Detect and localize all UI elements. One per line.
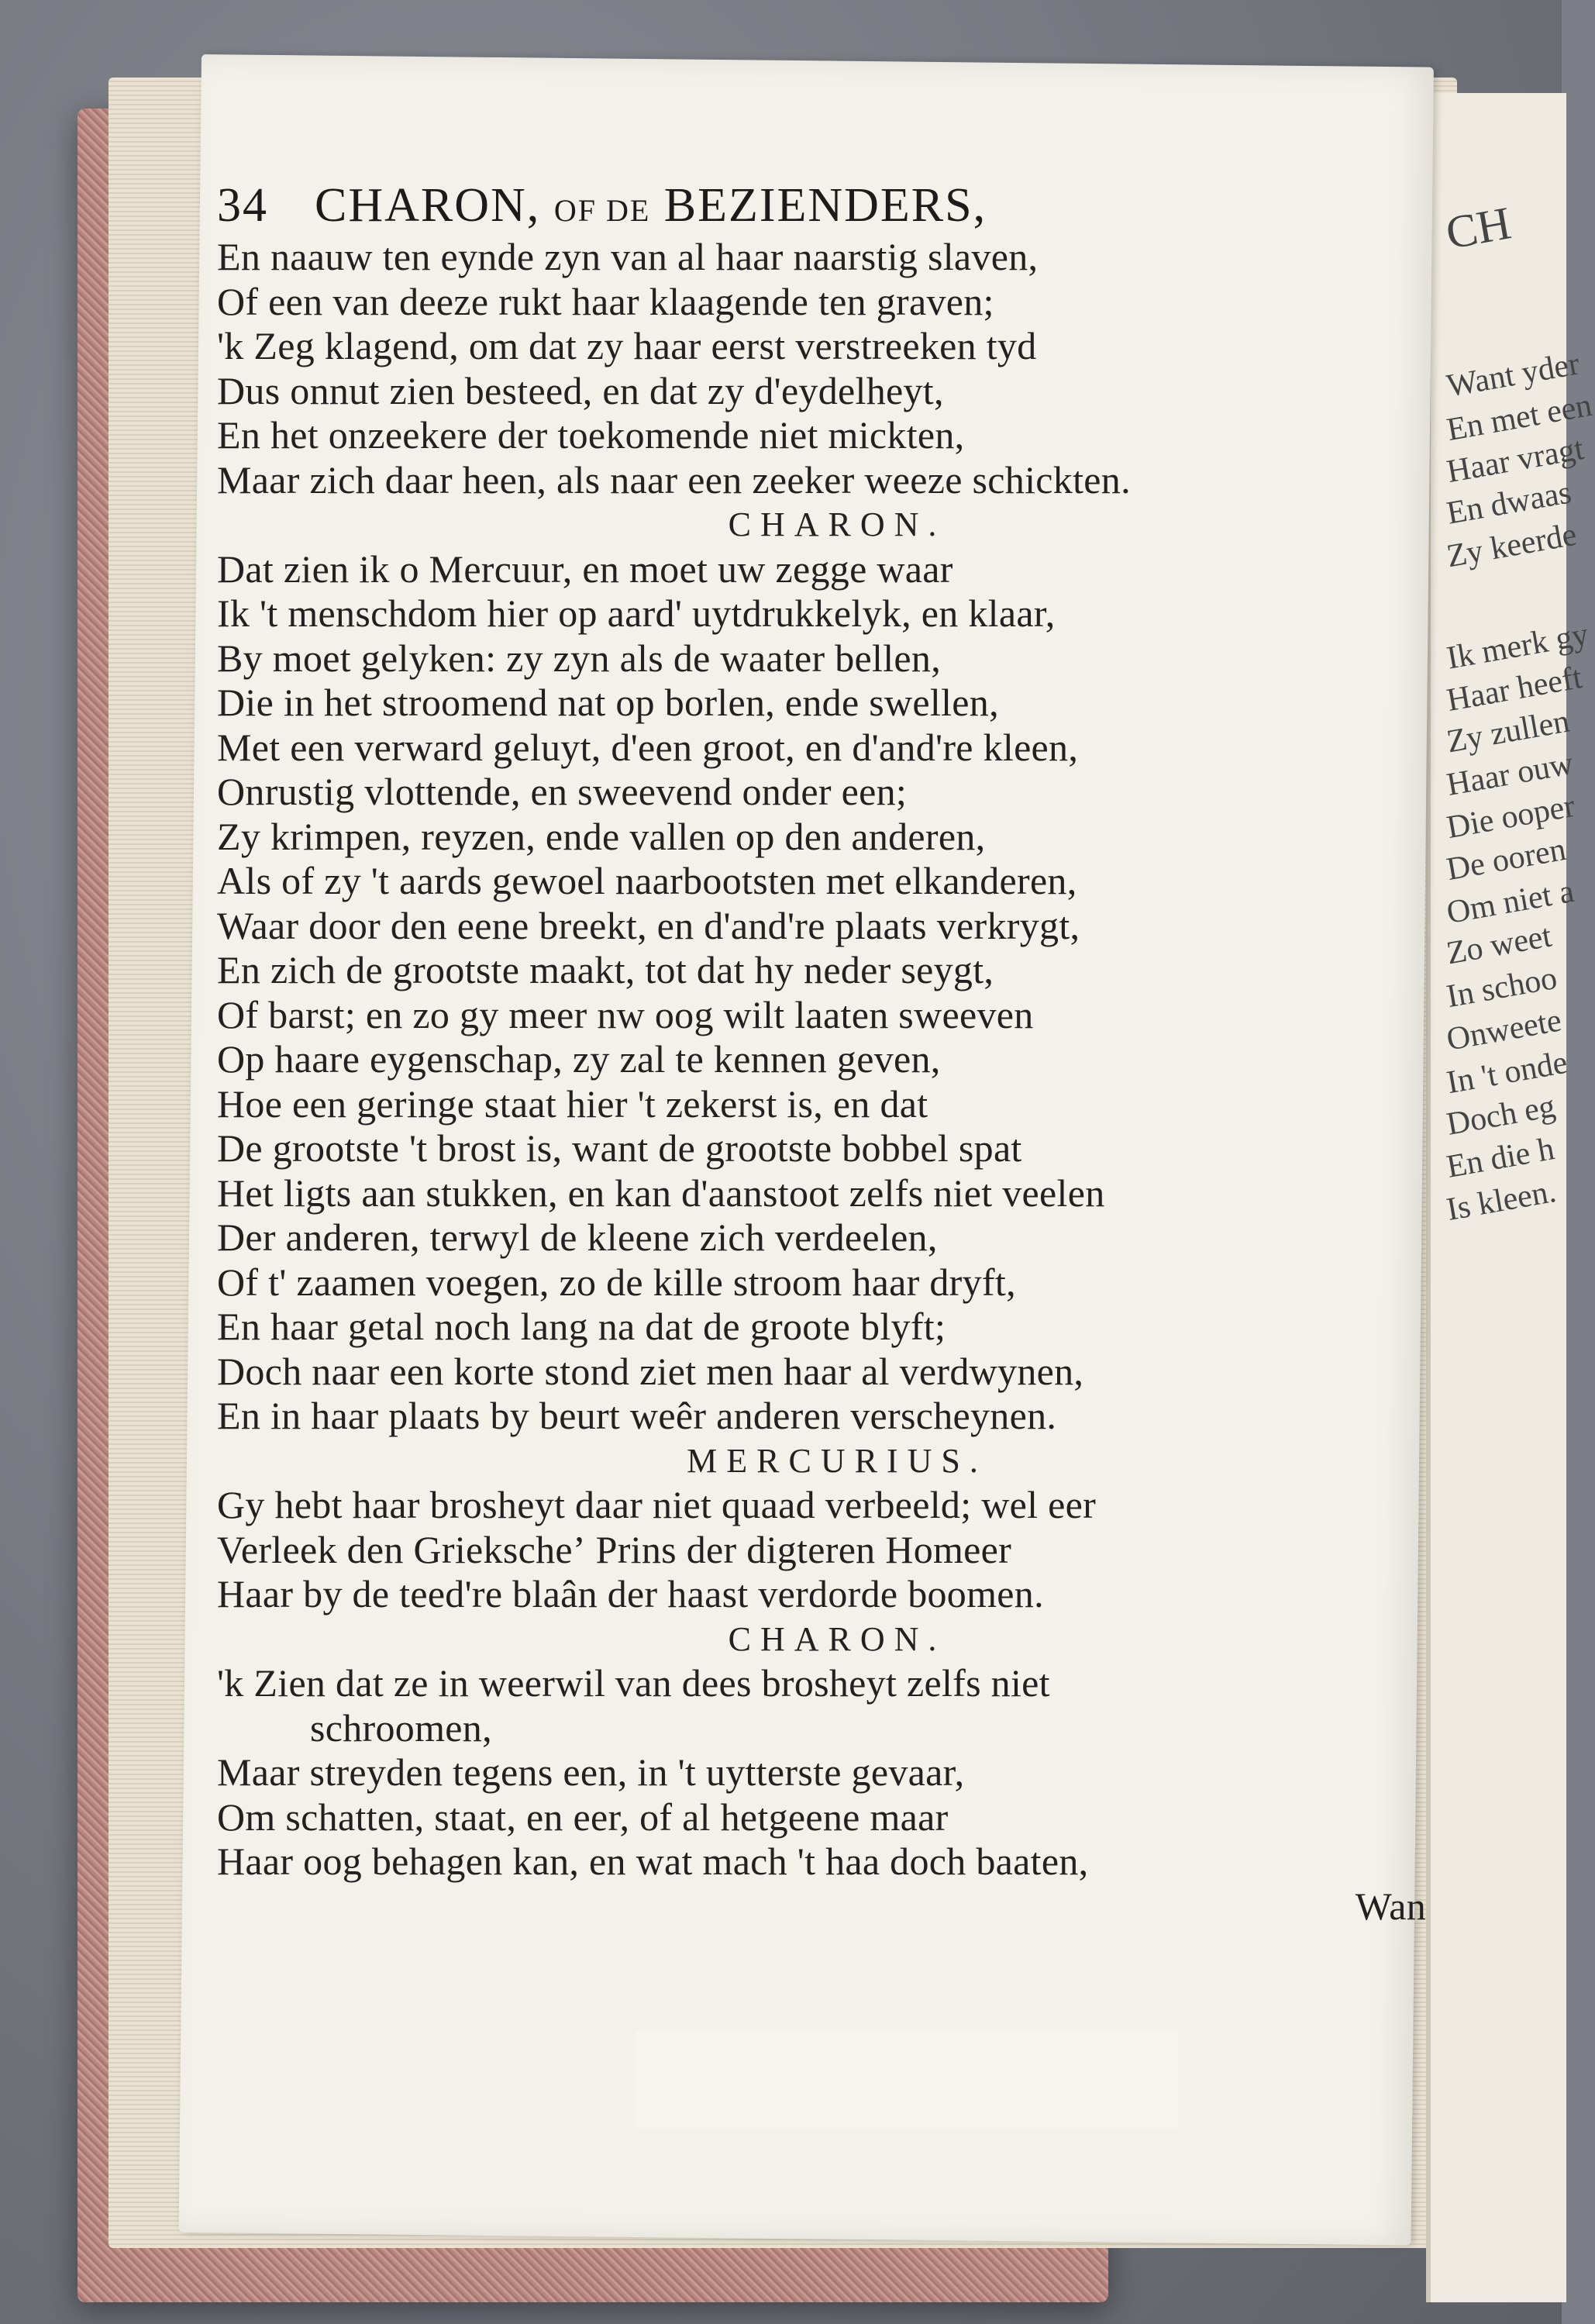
verse-line: Maar zich daar heen, als naar een zeeker weeze schickten.: [217, 457, 1131, 502]
right-page-fragment: Om niet a: [1444, 873, 1577, 932]
verse-line: Of t' zaamen voegen, zo de kille stroom haar dryft,: [217, 1260, 1016, 1304]
speaker-heading: MERCURIUS.: [687, 1441, 987, 1480]
verse-line: Het ligts aan stukken, en kan d'aanstoot zelfs niet veelen: [217, 1171, 1105, 1215]
right-page-fragment: Haar vragt: [1444, 430, 1587, 491]
right-page-fragment: En met een: [1444, 387, 1595, 449]
verse-line: Waar door den eene breekt, en d'and're plaats verkrygt,: [217, 903, 1080, 947]
right-page-fragment: Zo weet: [1444, 918, 1555, 972]
verse-line: Met een verward geluyt, d'een groot, en d'and're kleen,: [217, 725, 1079, 769]
header-title: CHARON,: [315, 179, 541, 232]
right-page-fragment: Ik merk gy: [1444, 616, 1591, 677]
verse-line: By moet gelyken: zy zyn als de waater bellen,: [217, 636, 942, 680]
verse-line: En in haar plaats by beurt weêr anderen verscheynen.: [217, 1394, 1057, 1437]
verse-line: Haar by de teed're blaân der haast verdorde boomen.: [217, 1572, 1044, 1615]
right-page-fragment: CH: [1442, 197, 1515, 259]
verse-line: Op haare eygenschap, zy zal te kennen geven,: [217, 1037, 941, 1081]
verse-line: Doch naar een korte stond ziet men haar al verdwynen,: [217, 1349, 1084, 1393]
right-page-fragment: De ooren: [1444, 831, 1569, 888]
page-text: [217, 178, 1457, 1929]
right-page-fragment: En die h: [1444, 1131, 1557, 1185]
verse-line: Zy krimpen, reyzen, ende vallen op den anderen,: [217, 814, 986, 858]
verse-line: Of een van deeze rukt haar klaagende ten graven;: [217, 279, 994, 323]
right-page-fragment: Want yder: [1444, 346, 1583, 405]
verse-line: En het onzeekere der toekomende niet mickten,: [217, 413, 965, 457]
header-title-small: OF DE: [553, 193, 651, 228]
verse-line: De grootste 't brost is, want de grootste bobbel spat: [217, 1126, 1022, 1170]
verse-line: Of barst; en zo gy meer nw oog wilt laaten sweeven: [217, 992, 1034, 1036]
verse-line: Die in het stroomend nat op borlen, ende swellen,: [217, 681, 999, 724]
right-page-fragment: En dwaas: [1444, 474, 1574, 532]
verse-line: Hoe een geringe staat hier 't zekerst is, en dat: [217, 1081, 928, 1126]
speaker-heading: CHARON.: [728, 1619, 946, 1658]
verse-line: En haar getal noch lang na dat de groote blyft;: [217, 1305, 946, 1348]
speaker-heading: CHARON.: [728, 505, 946, 543]
verse-line: Verleek den Griekscheʼ Prins der digteren Homeer: [217, 1527, 1012, 1571]
right-page-fragment: Doch eg: [1444, 1088, 1559, 1143]
right-page-fragment: Zy keerde: [1444, 516, 1579, 575]
verse-line: Om schatten, staat, en eer, of al hetgeene maar: [217, 1795, 949, 1839]
verse-line: En naauw ten eynde zyn van al haar naarstig slaven,: [217, 235, 1039, 278]
right-page-fragment: Is kleen.: [1444, 1173, 1559, 1229]
running-header: [217, 178, 1457, 233]
verse-line: Haar oog behagen kan, en wat mach 't haa doch baaten,: [217, 1840, 1089, 1883]
right-page-fragment: In schoo: [1444, 960, 1560, 1015]
verse-line: Onrustig vlottende, en sweevend onder een;: [217, 770, 908, 813]
verse-line: 'k Zien dat ze in weerwil van dees brosheyt zelfs niet: [217, 1661, 1050, 1705]
cover-patch: [636, 2031, 1178, 2128]
verse-line: En zich de grootste maakt, tot dat hy neder seygt,: [217, 948, 994, 991]
header-title-end: BEZIENDERS,: [663, 179, 987, 232]
verse-line: Als of zy 't aards gewoel naarbootsten met elkanderen,: [217, 859, 1077, 902]
verse-line: Maar streyden tegens een, in 't uytterste gevaar,: [217, 1750, 965, 1794]
right-page-fragment: Onweete: [1444, 1002, 1565, 1058]
verse-line: Der anderen, terwyl de kleene zich verdeelen,: [217, 1215, 938, 1259]
verse-line: Dus onnut zien besteed, en dat zy d'eydelheyt,: [217, 368, 944, 412]
verse-block: [217, 235, 1457, 1929]
verse-line: Gy hebt haar brosheyt daar niet quaad verbeeld; wel eer: [217, 1483, 1097, 1526]
verse-line: Dat zien ik o Mercuur, en moet uw zegge waar: [217, 547, 953, 591]
verse-line: Ik 't menschdom hier op aard' uytdrukkelyk, en klaar,: [217, 591, 1056, 635]
right-page-fragment: Haar heeft: [1444, 660, 1585, 719]
right-page-fragment: Haar ouw: [1444, 746, 1576, 803]
right-page-fragment: Die ooper: [1444, 788, 1578, 847]
verse-line: schroomen,: [310, 1705, 492, 1750]
verse-line: 'k Zeg klagend, om dat zy haar eerst verstreeken tyd: [217, 324, 1037, 367]
right-page-fragment: Zy zullen: [1444, 703, 1573, 760]
catchword: Wan: [1355, 1884, 1426, 1928]
page-number: 34: [217, 179, 268, 232]
right-page-fragment: In 't onde: [1444, 1044, 1570, 1102]
